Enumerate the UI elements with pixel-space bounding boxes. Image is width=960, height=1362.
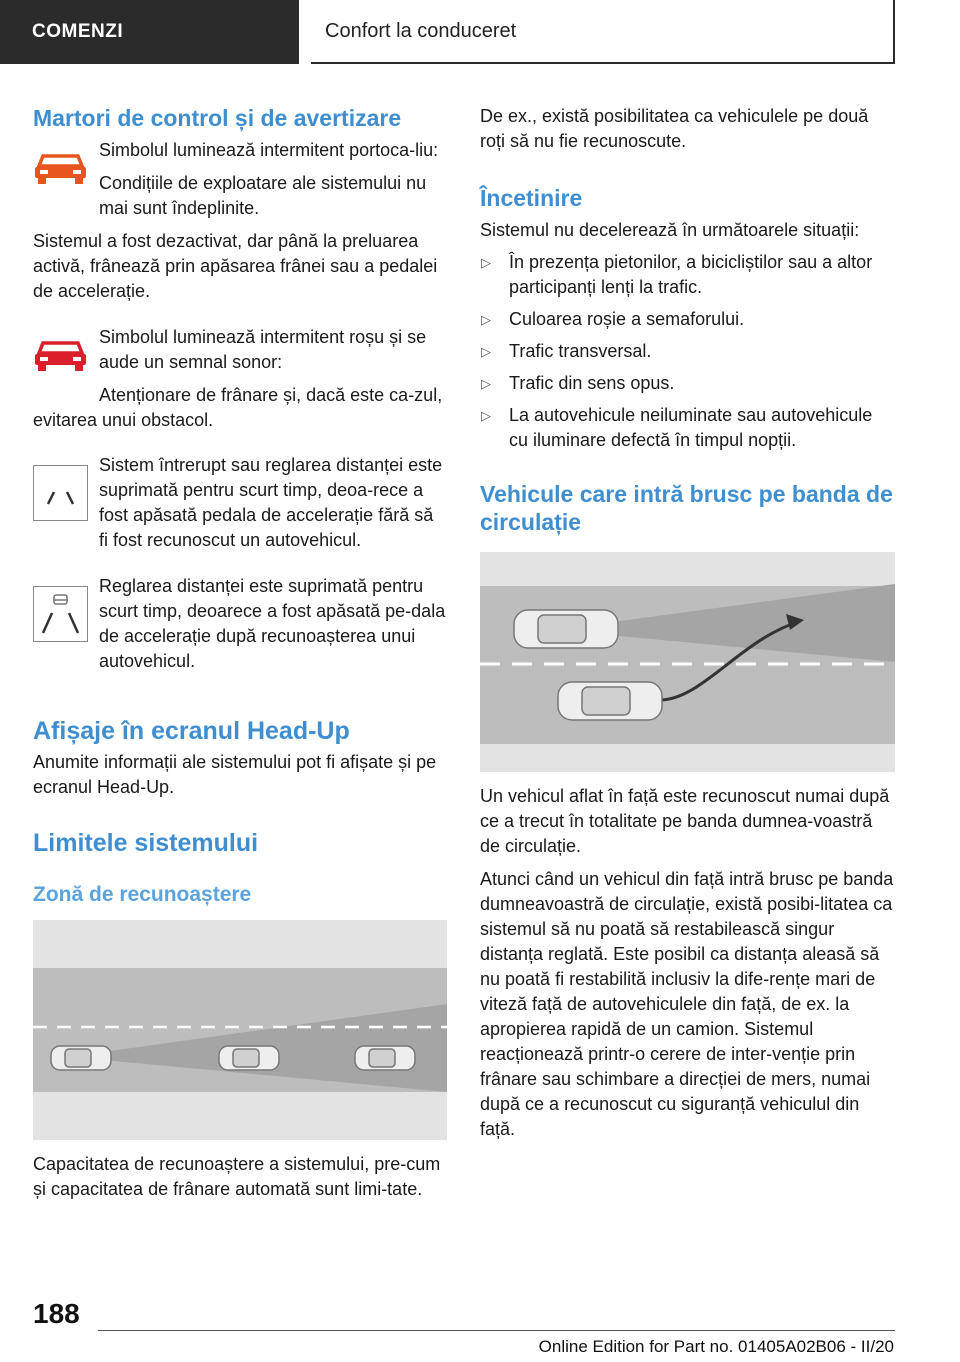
chapter-tab: [311, 0, 895, 64]
heading-recognition-zone: Zonă de recunoaștere: [33, 883, 252, 906]
warning-item-orange: [33, 138, 447, 221]
cut-in-text-1: Un vehicul aflat în față este recunoscut numai după ce a trecut în totalitate pe banda dumnea-voastră de circulație.: [480, 786, 890, 856]
suppressed-text: Reglarea distanței este suprimată pentru scurt timp, deoarece a fost apăsată pe-dala de accelerație după recunoașterea unui autovehicul.: [99, 576, 446, 671]
road-car-icon: [33, 586, 88, 642]
section-title: COMENZI: [32, 21, 124, 42]
head-up-text: Anumite informații ale sistemului pot fi afișate și pe ecranul Head-Up.: [33, 752, 437, 797]
interrupt-text: Sistem întrerupt sau reglarea distanței este suprimată pentru scurt timp, deoa-rece a fost apăsată pedala de accelerație fără să fi fost recunoscut un autovehicul.: [99, 455, 443, 550]
bullet-triangle-icon: ▷: [481, 408, 491, 423]
deceleration-intro: Sistemul nu decelerează în următoarele situații:: [480, 220, 860, 240]
list-item: ▷ Culoarea roșie a semaforului.: [480, 307, 895, 332]
heading-deceleration: Încetinire: [480, 185, 583, 211]
road-lines-icon: [33, 465, 88, 521]
recognition-zone-text: Capacitatea de recunoaștere a sistemului, pre-cum și capacitatea de frânare automată sunt limi-tate.: [33, 1154, 441, 1199]
left-column: [33, 100, 447, 1202]
warning-orange-note: Sistemul a fost dezactivat, dar până la preluarea activă, frânează prin apăsarea frânei sau a pedalei de accelerație.: [33, 231, 438, 301]
footer-divider: [98, 1330, 895, 1331]
heading-cut-in: Vehicule care intră brusc pe banda de circulație: [480, 481, 893, 535]
car-2: [219, 1046, 279, 1070]
lead-car: [514, 610, 618, 648]
list-item: ▷ În prezența pietonilor, a bicicliștilor sau a altor participanți lenți la trafic.: [481, 252, 873, 297]
list-item: ▷ Trafic din sens opus.: [480, 371, 895, 396]
car-orange-warning-icon: [33, 152, 88, 193]
info-item-suppressed: [33, 574, 447, 674]
bullet-triangle-icon: ▷: [481, 344, 491, 359]
car-1: [51, 1046, 111, 1070]
right-column: [480, 100, 895, 1142]
cut-in-car: [558, 682, 662, 720]
list-item: ▷ Trafic transversal.: [480, 339, 895, 364]
page-number: 188: [33, 1298, 80, 1329]
recognition-zone-figure: [33, 920, 447, 1140]
car-3: [355, 1046, 415, 1070]
warning-orange-condition: Condițiile de exploatare ale sistemului nu mai sunt îndeplinite.: [99, 173, 427, 218]
info-item-interrupt: [33, 453, 447, 553]
warning-item-red: [33, 325, 447, 375]
section-tab: [0, 0, 299, 64]
warning-red-desc: Simbolul luminează intermitent roșu și se aude un semnal sonor:: [99, 327, 427, 372]
warning-orange-desc: Simbolul luminează intermitent portoca-liu:: [99, 140, 439, 160]
heading-warning-lights: Martori de control și de avertizare: [33, 105, 402, 131]
chapter-title: Confort la conduceret: [325, 19, 517, 42]
deceleration-list: [480, 250, 895, 453]
footer-edition: Online Edition for Part no. 01405A02B06 - II/20: [538, 1337, 894, 1356]
warning-red-note: Atenționare de frânare și, dacă este ca-zul, evitarea unui obstacol.: [33, 385, 443, 430]
bullet-triangle-icon: ▷: [481, 376, 491, 391]
bullet-triangle-icon: ▷: [481, 312, 491, 327]
cut-in-text-2: Atunci când un vehicul din față intră brusc pe banda dumneavoastră de circulație, există posibi-litatea ca sistemul să nu poată să restabilească singur distanța reglată. Este posibil ca distanța aleasă să nu poată fi restabilită inclusiv la dife-rențe mari de viteză față de autovehiculele din față, de ex. la apropierea rapidă de un camion. Sistemul reacționează printr-o cerere de inter-venție prin frânare sau schimbare a direcției de mers, numai după ce a recunoscut cu siguranță vehiculul din față.: [480, 869, 894, 1139]
bullet-triangle-icon: ▷: [481, 255, 491, 270]
two-wheel-note: De ex., există posibilitatea ca vehiculele pe două roți să nu fie recunoscute.: [480, 106, 869, 151]
heading-head-up: Afișaje în ecranul Head-Up: [33, 717, 350, 745]
list-item: ▷ La autovehicule neiluminate sau autovehicule cu iluminare defectă în timpul nopții.: [481, 405, 873, 450]
heading-system-limits: Limitele sistemului: [33, 829, 259, 857]
car-red-warning-icon: [33, 339, 88, 380]
cut-in-figure: [480, 552, 895, 772]
